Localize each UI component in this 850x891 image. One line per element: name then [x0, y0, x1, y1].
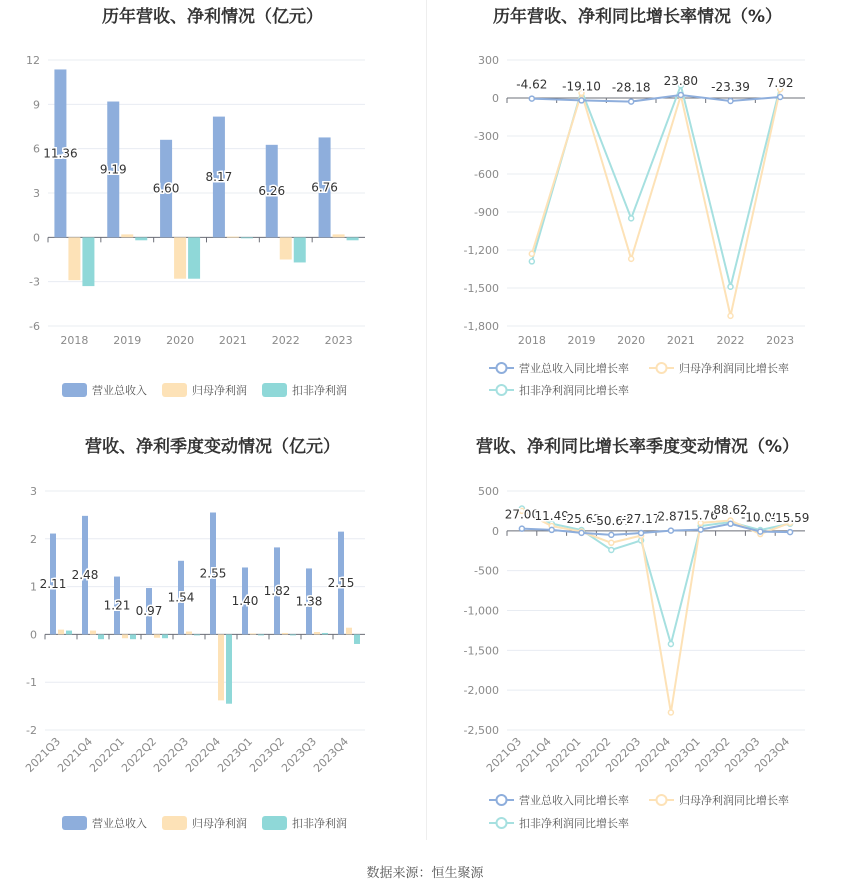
data-label: 6.76 [311, 180, 338, 195]
bar-net-profit [227, 237, 239, 238]
data-label: -50.67 [591, 513, 631, 528]
y-tick-label: 0 [492, 92, 499, 105]
bar-net-profit [333, 234, 345, 237]
annual-growth-rate-chart [425, 0, 850, 430]
data-point [609, 540, 614, 545]
x-tick-label: 2019 [113, 334, 142, 347]
bar-deducted-profit [241, 237, 253, 238]
y-tick-label: -2 [26, 724, 37, 737]
x-tick-label: 2022Q4 [183, 734, 224, 775]
bar-net-profit [68, 237, 80, 280]
legend-swatch [162, 383, 187, 397]
y-tick-label: 0 [33, 231, 40, 245]
x-tick-label: 2019 [567, 334, 596, 347]
legend-label: 营业总收入 [92, 817, 147, 830]
y-tick-label: -6 [29, 320, 40, 333]
data-label: 6.60 [152, 181, 180, 196]
data-point [728, 284, 733, 289]
data-label: -23.39 [711, 79, 750, 94]
x-tick-label: 2023 [766, 334, 795, 347]
data-source-label: 数据来源： [366, 866, 432, 881]
data-source-name: 恒生聚源 [431, 866, 484, 881]
data-label: -27.17 [621, 511, 661, 526]
data-label: 8.17 [205, 169, 233, 184]
data-point [668, 641, 673, 646]
data-label: 2.11 [39, 576, 67, 591]
data-point [758, 529, 763, 534]
data-point [728, 313, 733, 318]
x-tick-label: 2023Q4 [752, 734, 793, 775]
bar-net-profit [280, 237, 292, 259]
bar-net-profit [218, 634, 224, 700]
data-label: 9.19 [99, 162, 127, 177]
data-point [609, 547, 614, 552]
data-label: 7.92 [766, 75, 794, 90]
x-tick-label: 2022Q4 [632, 734, 674, 775]
bar-deducted-profit [82, 237, 94, 286]
x-tick-label: 2022 [271, 334, 300, 347]
bar-net-profit [90, 631, 96, 635]
chart-title: 营收、净利同比增长率季度变动情况（%） [475, 437, 800, 457]
x-tick-label: 2023Q3 [722, 734, 763, 775]
data-label: 2.87 [657, 509, 685, 524]
data-label: 11.49 [534, 508, 569, 523]
data-label: -19.10 [562, 79, 601, 94]
legend-label: 扣非净利润同比增长率 [519, 817, 629, 830]
x-tick-label: 2022Q2 [119, 734, 160, 775]
x-tick-label: 2021Q4 [513, 734, 554, 775]
y-tick-label: 3 [30, 485, 37, 498]
bar-deducted-profit [188, 237, 200, 278]
bar-net-profit [154, 634, 160, 637]
bar-net-profit [121, 234, 133, 237]
y-tick-label: 1 [30, 580, 37, 594]
x-tick-label: 2021Q3 [23, 734, 64, 775]
x-tick-label: 2023Q1 [215, 734, 256, 775]
data-point [639, 530, 644, 535]
bar-deducted-profit [130, 634, 136, 639]
data-point [529, 96, 534, 101]
legend-swatch [262, 383, 287, 397]
data-label: 1.21 [103, 598, 131, 613]
x-tick-label: 2023Q1 [662, 734, 703, 775]
legend-marker [497, 818, 507, 828]
data-point [778, 94, 783, 99]
data-label: 2.48 [71, 568, 99, 583]
legend-label: 归母净利润 [192, 817, 247, 830]
bar-net-profit [58, 630, 64, 635]
y-tick-label: -2,500 [463, 724, 499, 737]
x-tick-label: 2023Q4 [311, 734, 352, 775]
legend-label: 归母净利润同比增长率 [679, 362, 789, 375]
y-tick-label: -300 [474, 130, 499, 143]
bar-deducted-profit [294, 237, 306, 262]
bar-deducted-profit [98, 634, 104, 639]
data-label: 11.36 [43, 146, 78, 161]
data-point [668, 710, 673, 715]
data-label: 23.80 [663, 73, 699, 88]
data-point [678, 92, 683, 97]
legend-label: 扣非净利润 [292, 384, 347, 397]
x-tick-label: 2020 [617, 334, 646, 347]
bar-deducted-profit [194, 634, 200, 635]
annual-revenue-profit-svg [0, 0, 425, 410]
bar-deducted-profit [354, 634, 360, 644]
bar-deducted-profit [66, 631, 72, 635]
series-line-net-profit [532, 89, 780, 316]
legend-label: 归母净利润同比增长率 [679, 794, 789, 807]
y-tick-label: 500 [478, 485, 499, 498]
y-tick-label: -500 [474, 564, 499, 578]
x-tick-label: 2021Q4 [55, 734, 96, 775]
data-label: 88.62 [713, 502, 748, 517]
chart-title: 历年营收、净利情况（亿元） [102, 7, 323, 27]
legend-swatch [62, 383, 87, 397]
y-tick-label: 300 [478, 54, 499, 67]
data-label: 27.00 [504, 507, 540, 522]
y-tick-label: -3 [29, 275, 40, 289]
data-label: -15.59 [770, 511, 810, 526]
legend-swatch [162, 816, 187, 830]
data-point [529, 251, 534, 256]
x-tick-label: 2023Q2 [247, 734, 288, 775]
legend-swatch [62, 816, 87, 830]
legend-marker [497, 363, 507, 373]
chart-title: 营收、净利季度变动情况（亿元） [85, 437, 340, 457]
bar-deducted-profit [322, 633, 328, 634]
chart-title: 历年营收、净利同比增长率情况（%） [492, 7, 783, 27]
data-label: 2.15 [327, 576, 355, 591]
data-point [579, 530, 584, 535]
y-tick-label: 9 [33, 98, 40, 112]
x-tick-label: 2018 [517, 334, 546, 347]
data-label: 0.97 [135, 604, 163, 619]
data-label: 1.40 [231, 593, 259, 608]
bar-deducted-profit [162, 634, 168, 638]
data-point [609, 532, 614, 537]
legend-marker [497, 385, 507, 395]
data-source [0, 862, 850, 881]
legend-marker [497, 795, 507, 805]
x-tick-label: 2022Q3 [151, 734, 192, 775]
data-point [788, 530, 793, 535]
bar-deducted-profit [290, 634, 296, 635]
x-tick-label: 2022Q2 [573, 734, 614, 775]
legend-label: 归母净利润 [192, 384, 247, 397]
x-tick-label: 2022Q1 [543, 734, 584, 775]
x-tick-label: 2021 [218, 334, 247, 347]
quarterly-growth-rate-chart [425, 430, 850, 860]
y-tick-label: -1,800 [463, 320, 499, 333]
data-label: 6.26 [258, 184, 286, 199]
data-label: -4.62 [516, 77, 548, 92]
bar-deducted-profit [258, 634, 264, 635]
data-label: -28.18 [611, 80, 651, 95]
y-tick-label: -900 [474, 206, 499, 219]
panel-divider [426, 0, 427, 840]
y-tick-label: 6 [33, 142, 40, 156]
bar-net-profit [250, 633, 256, 634]
x-tick-label: 2021 [666, 334, 695, 347]
x-tick-label: 2018 [60, 334, 89, 347]
x-tick-label: 2023 [324, 334, 353, 347]
x-tick-label: 2022 [716, 334, 745, 347]
annual-revenue-profit-chart [0, 0, 425, 430]
y-tick-label: 0 [492, 524, 499, 538]
legend-label: 营业总收入同比增长率 [519, 794, 629, 807]
data-point [519, 526, 524, 531]
data-point [698, 527, 703, 532]
quarterly-growth-rate-svg [425, 430, 850, 845]
data-point [728, 521, 733, 526]
y-tick-label: 12 [26, 54, 40, 67]
legend-label: 扣非净利润同比增长率 [519, 384, 629, 397]
annual-growth-rate-svg [425, 0, 850, 410]
data-point [629, 99, 634, 104]
data-point [629, 216, 634, 221]
x-tick-label: 2023Q3 [279, 734, 320, 775]
bar-deducted-profit [135, 237, 147, 240]
data-label: 15.76 [683, 508, 718, 523]
legend-swatch [262, 816, 287, 830]
legend-marker [657, 363, 667, 373]
legend-label: 营业总收入同比增长率 [519, 362, 629, 375]
bar-net-profit [314, 632, 320, 634]
data-point [668, 528, 673, 533]
bar-deducted-profit [226, 634, 232, 703]
bar-net-profit [122, 634, 128, 638]
data-label: 1.38 [295, 594, 323, 609]
y-tick-label: -1,500 [463, 282, 499, 295]
quarterly-revenue-profit-chart [0, 430, 425, 860]
x-tick-label: 2020 [166, 334, 195, 347]
x-tick-label: 2021Q3 [483, 734, 525, 775]
quarterly-revenue-profit-svg [0, 430, 425, 845]
y-tick-label: 3 [33, 187, 40, 200]
data-label: 2.55 [199, 566, 227, 581]
y-tick-label: -2,000 [463, 684, 499, 698]
data-point [579, 98, 584, 103]
x-tick-label: 2023Q2 [692, 734, 733, 775]
data-label: 1.54 [167, 590, 195, 605]
data-label: 1.82 [263, 583, 291, 598]
bar-net-profit [282, 633, 288, 634]
y-tick-label: 0 [30, 628, 37, 642]
data-point [549, 527, 554, 532]
data-label: -10.00 [740, 510, 780, 525]
data-point [728, 98, 733, 103]
bar-net-profit [174, 237, 186, 278]
bar-net-profit [346, 628, 352, 635]
x-tick-label: 2022Q1 [87, 734, 128, 775]
y-tick-label: -1 [26, 676, 37, 690]
bar-net-profit [186, 632, 192, 635]
y-tick-label: -1,500 [463, 644, 499, 658]
legend-marker [657, 795, 667, 805]
y-tick-label: 2 [30, 532, 37, 546]
data-point [629, 256, 634, 261]
y-tick-label: -600 [474, 168, 499, 181]
bar-deducted-profit [347, 237, 359, 240]
legend-label: 营业总收入 [92, 384, 147, 397]
y-tick-label: -1,200 [463, 244, 499, 257]
legend-label: 扣非净利润 [292, 817, 347, 830]
y-tick-label: -1,000 [463, 604, 499, 618]
data-point [529, 259, 534, 264]
x-tick-label: 2022Q3 [603, 734, 644, 775]
data-label: -25.62 [562, 511, 601, 526]
